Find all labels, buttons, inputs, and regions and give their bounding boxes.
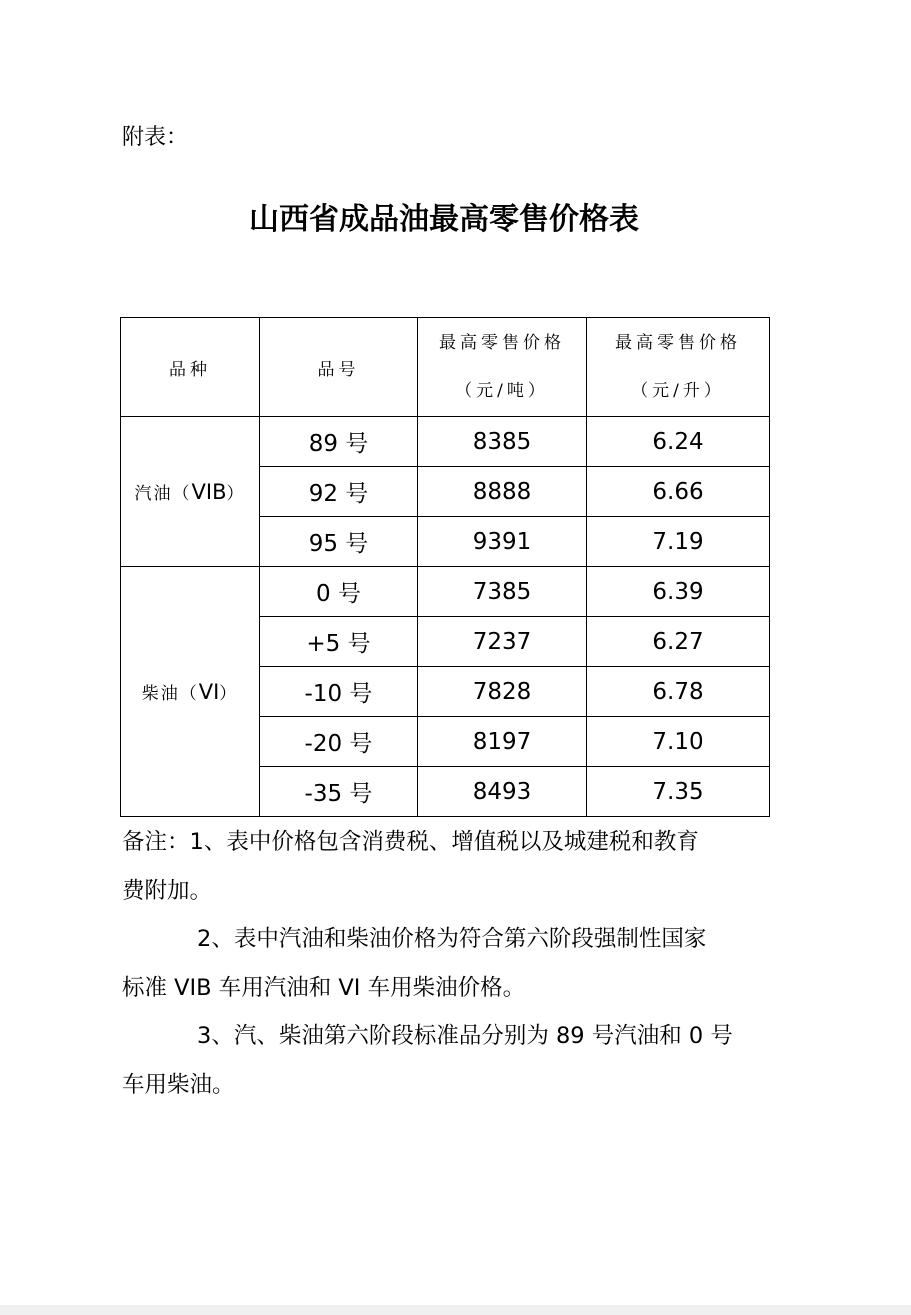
category-diesel-close: ） <box>219 684 239 704</box>
note-3-line-2: 车用柴油。 <box>122 1071 235 1098</box>
header-price-liter <box>587 318 770 417</box>
table-header-row <box>121 318 770 417</box>
header-price-liter-title: 最高零售价格 <box>615 333 741 353</box>
price-ton-cell: 8197 <box>418 717 587 767</box>
price-liter-cell: 7.35 <box>587 767 770 817</box>
category-gasoline-close: ） <box>226 484 246 504</box>
price-ton-cell: 8888 <box>418 467 587 517</box>
note-1-line-2: 费附加。 <box>122 877 213 904</box>
price-ton-cell: 9391 <box>418 517 587 567</box>
note-2-line-2: 标准 VIB 车用汽油和 VI 车用柴油价格。 <box>122 974 526 1001</box>
header-price-liter-unit: （元/升） <box>631 381 725 401</box>
category-diesel-cjk: 柴油（ <box>141 684 199 704</box>
price-ton-cell: 7828 <box>418 667 587 717</box>
category-gasoline-standard: VIB <box>191 480 227 504</box>
price-ton-cell: 7237 <box>418 617 587 667</box>
category-gasoline <box>121 417 260 567</box>
grade-cell: -20 号 <box>260 717 418 767</box>
note-2-line-1: 2、表中汽油和柴油价格为符合第六阶段强制性国家 <box>197 926 707 952</box>
page-bottom-edge <box>0 1305 911 1315</box>
grade-cell: -10 号 <box>260 667 418 717</box>
header-grade-label: 品号 <box>317 359 360 380</box>
notes-section <box>122 818 774 1109</box>
category-gasoline-cjk: 汽油（ <box>134 484 192 504</box>
note-1-line-1: 备注：1、表中价格包含消费税、增值税以及城建税和教育 <box>122 829 699 855</box>
table-row <box>121 567 770 617</box>
header-grade <box>260 318 418 417</box>
category-diesel-standard: VI <box>198 680 220 704</box>
price-ton-cell: 8385 <box>418 417 587 467</box>
price-liter-cell: 7.19 <box>587 517 770 567</box>
price-table <box>120 317 770 817</box>
note-3-line-1: 3、汽、柴油第六阶段标准品分别为 89 号汽油和 0 号 <box>197 1023 733 1049</box>
price-ton-cell: 7385 <box>418 567 587 617</box>
header-price-ton <box>418 318 587 417</box>
table-row <box>121 417 770 467</box>
header-price-ton-unit: （元/吨） <box>455 381 549 401</box>
price-liter-cell: 6.78 <box>587 667 770 717</box>
header-category-label: 品种 <box>169 359 211 380</box>
price-liter-cell: 6.66 <box>587 467 770 517</box>
grade-cell: 95 号 <box>260 517 418 567</box>
header-category <box>121 318 260 417</box>
price-liter-cell: 6.39 <box>587 567 770 617</box>
grade-cell: 0 号 <box>260 567 418 617</box>
header-price-ton-title: 最高零售价格 <box>439 333 565 353</box>
price-liter-cell: 7.10 <box>587 717 770 767</box>
category-diesel <box>121 567 260 817</box>
grade-cell: +5 号 <box>260 617 418 667</box>
grade-cell: 89 号 <box>260 417 418 467</box>
price-ton-cell: 8493 <box>418 767 587 817</box>
appendix-label: 附表： <box>122 125 189 150</box>
price-liter-cell: 6.24 <box>587 417 770 467</box>
page-title: 山西省成品油最高零售价格表 <box>249 202 639 237</box>
grade-cell: -35 号 <box>260 767 418 817</box>
grade-cell: 92 号 <box>260 467 418 517</box>
price-liter-cell: 6.27 <box>587 617 770 667</box>
